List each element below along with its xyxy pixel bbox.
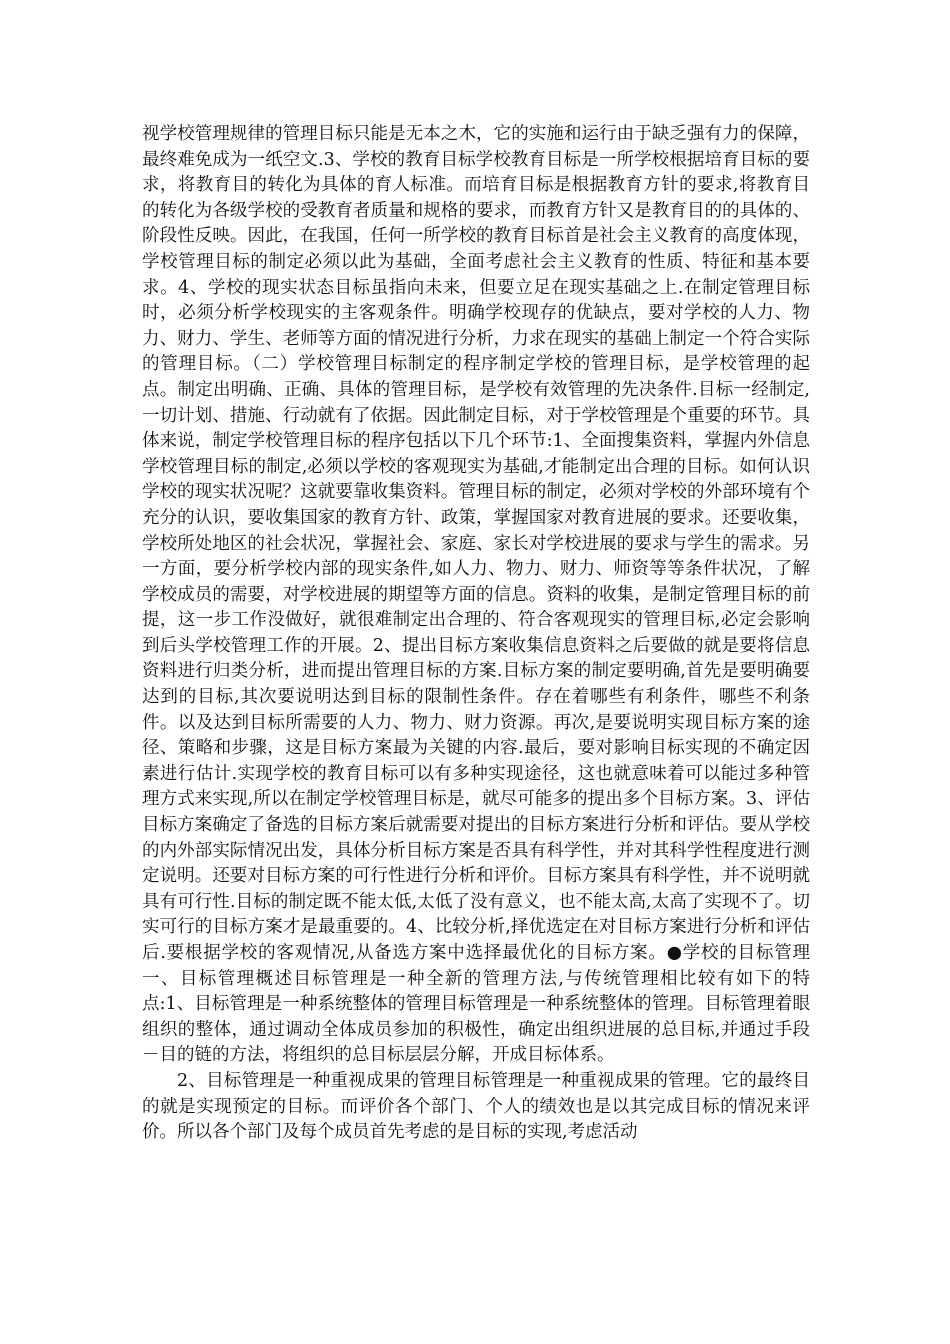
document-page bbox=[142, 122, 810, 1146]
body-paragraph-1: 视学校管理规律的管理目标只能是无本之木，它的实施和运行由于缺乏强有力的保障，最终难免成为一纸空文.3、学校的教育目标学校教育目标是一所学校根据培育目标的要求，将教育目的转化为具体的育人标准。而培育目标是根据教育方针的要求,将教育目的转化为各级学校的受教育者质量和规格的要求，而教育方针又是教育目的的具体的、阶段性反映。因此，在我国，任何一所学校的教育目标首是社会主义教育的高度体现，学校管理目标的制定必须以此为基础，全面考虑社会主义教育的性质、特征和基本要求。4、学校的现实状态目标虽指向未来，但要立足在现实基础之上.在制定管理目标时，必须分析学校现实的主客观条件。明确学校现存的优缺点，要对学校的人力、物力、财力、学生、老师等方面的情况进行分析，力求在现实的基础上制定一个符合实际的管理目标。（二）学校管理目标制定的程序制定学校的管理目标，是学校管理的起点。制定出明确、正确、具体的管理目标，是学校有效管理的先决条件.目标一经制定,一切计划、措施、行动就有了依据。因此制定目标，对于学校管理是个重要的环节。具体来说，制定学校管理目标的程序包括以下几个环节:1、全面搜集资料，掌握内外信息学校管理目标的制定,必须以学校的客观现实为基础,才能制定出合理的目标。如何认识学校的现实状况呢？这就要靠收集资料。管理目标的制定，必须对学校的外部环境有个充分的认识，要收集国家的教育方针、政策，掌握国家对教育进展的要求。还要收集，学校所处地区的社会状况，掌握社会、家庭、家长对学校进展的要求与学生的需求。另一方面，要分析学校内部的现实条件,如人力、物力、财力、师资等等条件状况，了解学校成员的需要，对学校进展的期望等方面的信息。资料的收集，是制定管理目标的前提，这一步工作没做好，就很难制定出合理的、符合客观现实的管理目标,必定会影响到后头学校管理工作的开展。2、提出目标方案收集信息资料之后要做的就是要将信息资料进行归类分析，进而提出管理目标的方案.目标方案的制定要明确,首先是要明确要达到的目标,其次要说明达到目标的限制性条件。存在着哪些有利条件，哪些不利条件。以及达到目标所需要的人力、物力、财力资源。再次,是要说明实现目标方案的途径、策略和步骤，这是目标方案最为关键的内容.最后，要对影响目标实现的不确定因素进行估计.实现学校的教育目标可以有多种实现途径，这也就意味着可以能过多种管理方式来实现,所以在制定学校管理目标是，就尽可能多的提出多个目标方案。3、评估目标方案确定了备选的目标方案后就需要对提出的目标方案进行分析和评估。要从学校的内外部实际情况出发，具体分析目标方案是否具有科学性，并对其科学性程度进行测定说明。还要对目标方案的可行性进行分析和评价。目标方案具有科学性，并不说明就具有可行性.目标的制定既不能太低,太低了没有意义，也不能太高,太高了实现不了。切实可行的目标方案才是最重要的。4、比较分析,择优选定在对目标方案进行分析和评估后.要根据学校的客观情况,从备选方案中选择最优化的目标方案。●学校的目标管理一、目标管理概述目标管理是一种全新的管理方法,与传统管理相比较有如下的特点:1、目标管理是一种系统整体的管理目标管理是一种系统整体的管理。目标管理着眼组织的整体，通过调动全体成员参加的积极性，确定出组织进展的总目标,并通过手段－目的链的方法，将组织的总目标层层分解，开成目标体系。 bbox=[142, 124, 810, 1066]
body-paragraph-2: 2、目标管理是一种重视成果的管理目标管理是一种重视成果的管理。它的最终目的就是实现预定的目标。而评价各个部门、个人的绩效也是以其完成目标的情况来评价。所以各个部门及每个成员首先考虑的是目标的实现,考虑活动 bbox=[142, 1070, 810, 1143]
